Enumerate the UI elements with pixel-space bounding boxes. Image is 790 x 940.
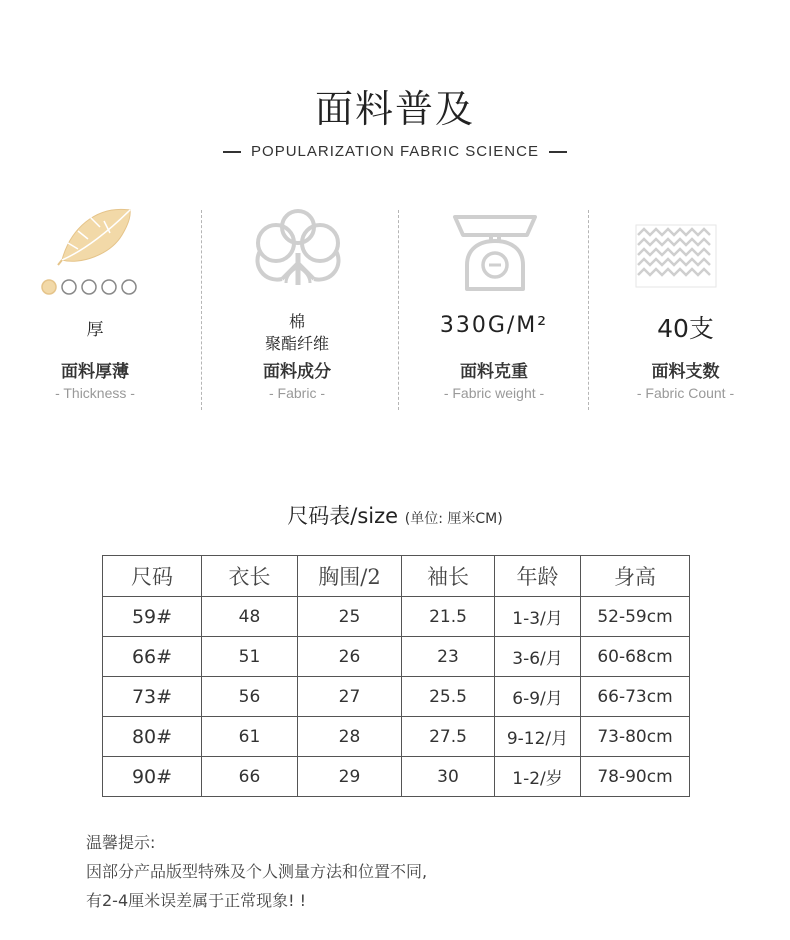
table-row xyxy=(103,717,690,757)
count-value: 40支 xyxy=(657,314,714,343)
cell-chest: 25 xyxy=(298,597,402,637)
header-sleeve: 袖长 xyxy=(402,556,495,597)
cell-sleeve: 21.5 xyxy=(402,597,495,637)
thickness-rating xyxy=(40,277,150,297)
header-height: 身高 xyxy=(581,556,690,597)
subtitle-text: POPULARIZATION FABRIC SCIENCE xyxy=(251,143,539,160)
cell-height: 78-90cm xyxy=(581,757,690,797)
cell-chest: 29 xyxy=(298,757,402,797)
cell-length: 61 xyxy=(202,717,298,757)
dash-right xyxy=(549,151,567,153)
fabric-en: - Fabric - xyxy=(269,385,325,401)
cell-length: 51 xyxy=(202,637,298,677)
table-row xyxy=(103,757,690,797)
count-en: - Fabric Count - xyxy=(636,385,735,401)
cell-age: 1-2/岁 xyxy=(495,757,581,797)
feature-weight xyxy=(399,205,589,410)
cell-height: 52-59cm xyxy=(581,597,690,637)
cell-height: 60-68cm xyxy=(581,637,690,677)
cell-sleeve: 25.5 xyxy=(402,677,495,717)
cell-age: 9-12/月 xyxy=(495,717,581,757)
fabric-value-line-2: 聚酯纤维 xyxy=(264,334,329,353)
cell-sleeve: 23 xyxy=(402,637,495,677)
cell-age: 3-6/月 xyxy=(495,637,581,677)
thickness-value: 厚 xyxy=(86,320,104,340)
cell-size: 73# xyxy=(103,677,202,717)
cell-size: 90# xyxy=(103,757,202,797)
thickness-label: 面料厚薄 xyxy=(61,362,129,382)
cell-height: 73-80cm xyxy=(581,717,690,757)
cell-size: 80# xyxy=(103,717,202,757)
notes-line-2: 有2-4厘米误差属于正常现象! ! xyxy=(86,891,307,910)
size-title-text: 尺码表/size xyxy=(287,504,399,528)
cell-length: 48 xyxy=(202,597,298,637)
cell-chest: 28 xyxy=(298,717,402,757)
count-label: 面料支数 xyxy=(651,362,720,382)
cell-size: 59# xyxy=(103,597,202,637)
notes-title: 温馨提示: xyxy=(86,833,156,852)
feature-fabric xyxy=(202,205,392,410)
size-unit: (单位: 厘米CM) xyxy=(404,511,503,527)
cell-sleeve: 30 xyxy=(402,757,495,797)
table-row xyxy=(103,677,690,717)
header-size: 尺码 xyxy=(103,556,202,597)
weight-en: - Fabric weight - xyxy=(443,385,545,401)
header-age: 年龄 xyxy=(495,556,581,597)
size-table xyxy=(102,555,690,797)
header-chest: 胸围/2 xyxy=(298,556,402,597)
cell-chest: 27 xyxy=(298,677,402,717)
page-title: 面料普及 xyxy=(314,87,475,131)
weight-value: 330G/M² xyxy=(439,313,549,338)
size-table-header xyxy=(103,556,690,597)
weight-label: 面料克重 xyxy=(460,362,528,382)
dash-left xyxy=(223,151,241,153)
fabric-value-line-1: 棉 xyxy=(288,312,305,331)
size-chart-title xyxy=(0,500,790,530)
fabric-label: 面料成分 xyxy=(263,362,331,382)
cell-age: 6-9/月 xyxy=(495,677,581,717)
fabric-features xyxy=(0,205,790,410)
notes-line-1: 因部分产品版型特殊及个人测量方法和位置不同, xyxy=(86,862,428,881)
feature-thickness xyxy=(0,205,190,410)
page-subtitle xyxy=(0,143,790,160)
table-row xyxy=(103,637,690,677)
knit-pattern-icon xyxy=(588,205,783,305)
cell-chest: 26 xyxy=(298,637,402,677)
cell-age: 1-3/月 xyxy=(495,597,581,637)
scale-icon xyxy=(399,205,589,305)
cotton-icon xyxy=(202,205,392,305)
thickness-en: - Thickness - xyxy=(55,385,135,401)
cell-sleeve: 27.5 xyxy=(402,717,495,757)
header-length: 衣长 xyxy=(202,556,298,597)
feature-count xyxy=(588,205,783,410)
cell-length: 56 xyxy=(202,677,298,717)
notes xyxy=(86,828,427,915)
cell-length: 66 xyxy=(202,757,298,797)
fabric-value xyxy=(202,311,392,355)
cell-height: 66-73cm xyxy=(581,677,690,717)
cell-size: 66# xyxy=(103,637,202,677)
table-row xyxy=(103,597,690,637)
